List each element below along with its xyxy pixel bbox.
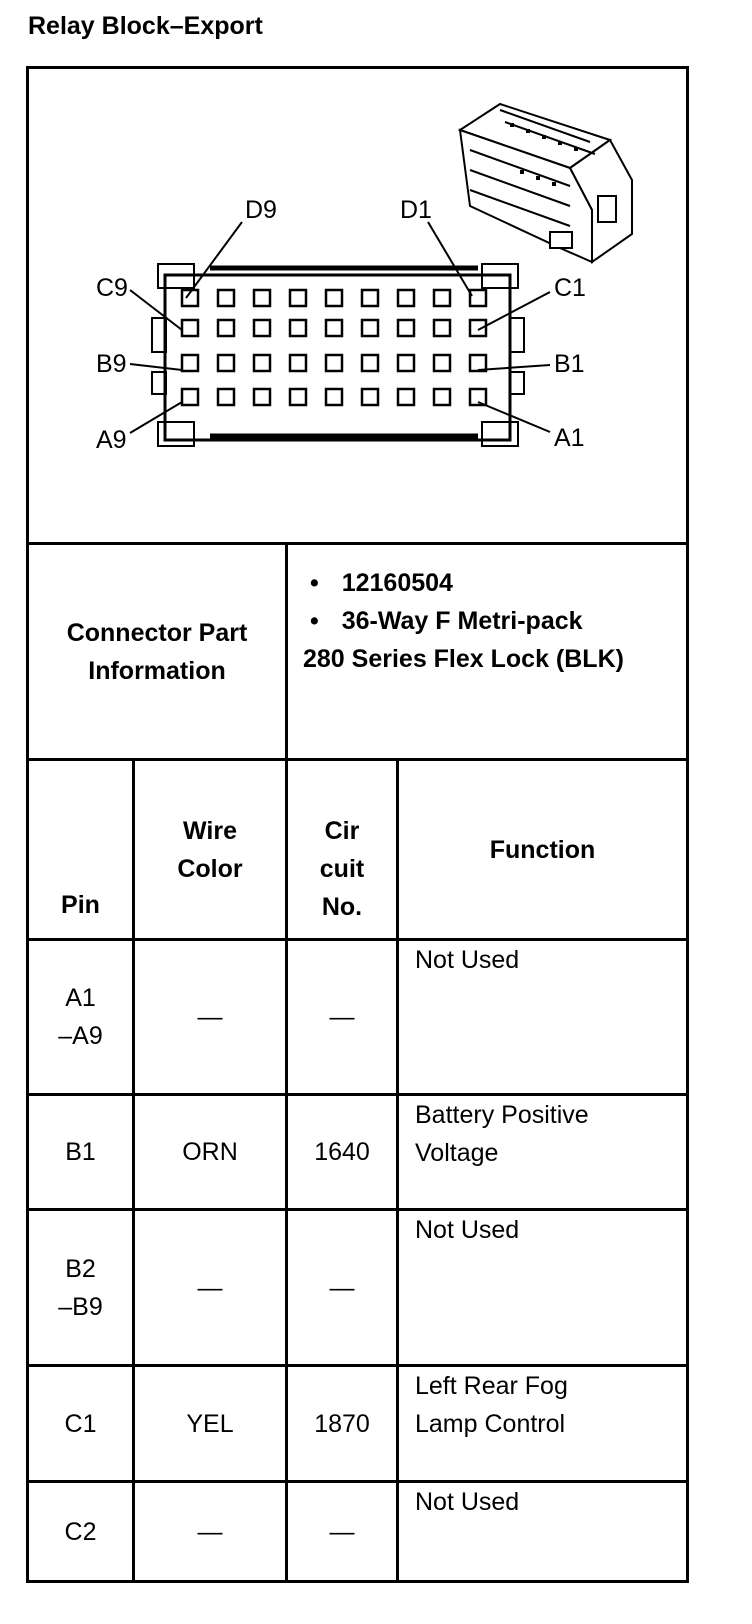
pin-cavity [218, 320, 234, 336]
wire-color-cell: YEL [186, 1409, 234, 1438]
pin-label-c9: C9 [96, 274, 128, 302]
connector-info-label: Connector Part Information [66, 618, 248, 685]
circuit-cell: — [329, 1273, 355, 1302]
wire-color-cell: — [197, 1517, 223, 1546]
pin-cavity [434, 389, 450, 405]
pin-cavity [254, 320, 270, 336]
pin-label-d9: D9 [245, 196, 277, 224]
pin-label-c1: C1 [554, 274, 586, 302]
pin-cavity [218, 389, 234, 405]
header-circuit-no: Cir cuit No. [319, 817, 365, 921]
pin-cavity [182, 320, 198, 336]
pin-cavity [290, 355, 306, 371]
pin-cavity [326, 389, 342, 405]
pin-cavity [290, 389, 306, 405]
pin-cell: C2 [64, 1517, 97, 1546]
pin-cavity [398, 320, 414, 336]
pin-cavity [254, 290, 270, 306]
function-cell: Not Used [415, 1488, 520, 1516]
circuit-cell: 1640 [314, 1138, 370, 1166]
pin-cell: B2 –B9 [58, 1254, 103, 1321]
circuit-cell: — [329, 1003, 355, 1031]
pin-cavity [326, 355, 342, 371]
header-wire-color: Wire Color [177, 817, 243, 883]
pin-cell: C1 [64, 1409, 97, 1438]
pin-cavity [218, 355, 234, 371]
pin-cavity [470, 290, 486, 306]
page-title: Relay Block–Export [28, 12, 263, 40]
pin-cavity [290, 320, 306, 336]
part-description-line2: 280 Series Flex Lock (BLK) [303, 645, 624, 673]
function-cell: Left Rear Fog Lamp Control [415, 1372, 568, 1438]
pin-cavity [182, 355, 198, 371]
pin-label-a9: A9 [96, 426, 127, 454]
pin-cavity [362, 355, 378, 371]
header-pin: Pin [61, 891, 100, 919]
pin-cavity [362, 290, 378, 306]
pin-cavity [434, 355, 450, 371]
pin-cell: A1 –A9 [58, 984, 103, 1050]
function-cell: Not Used [415, 946, 520, 974]
pin-cavity [470, 355, 486, 371]
pin-label-b1: B1 [554, 350, 585, 378]
function-cell: Battery Positive Voltage [415, 1101, 589, 1167]
pin-cavity [326, 290, 342, 306]
pin-cavity [434, 290, 450, 306]
pin-cavity [290, 290, 306, 306]
pin-cavity [182, 389, 198, 405]
connector-diagram [0, 0, 752, 540]
pin-label-a1: A1 [554, 424, 585, 452]
pin-cavity [398, 290, 414, 306]
pin-label-d1: D1 [400, 196, 432, 224]
connector-info-details [303, 564, 624, 678]
pin-cavity [326, 320, 342, 336]
part-description: • 36-Way F Metri-pack [310, 607, 583, 635]
pin-label-b9: B9 [96, 350, 127, 378]
pin-cavity [398, 355, 414, 371]
part-number: • 12160504 [310, 569, 453, 597]
header-function: Function [489, 836, 596, 864]
pin-cell: B1 [65, 1138, 96, 1166]
wire-color-cell: — [197, 1003, 223, 1031]
pin-cavity [218, 290, 234, 306]
circuit-cell: 1870 [314, 1409, 370, 1438]
wire-color-cell: ORN [182, 1138, 238, 1166]
pin-cavity [254, 355, 270, 371]
pin-cavity [362, 389, 378, 405]
pin-cavity [434, 320, 450, 336]
pin-cavity [362, 320, 378, 336]
pin-cavity [398, 389, 414, 405]
function-cell: Not Used [415, 1216, 520, 1244]
pin-cavity [254, 389, 270, 405]
wire-color-cell: — [197, 1273, 223, 1302]
circuit-cell: — [329, 1517, 355, 1546]
